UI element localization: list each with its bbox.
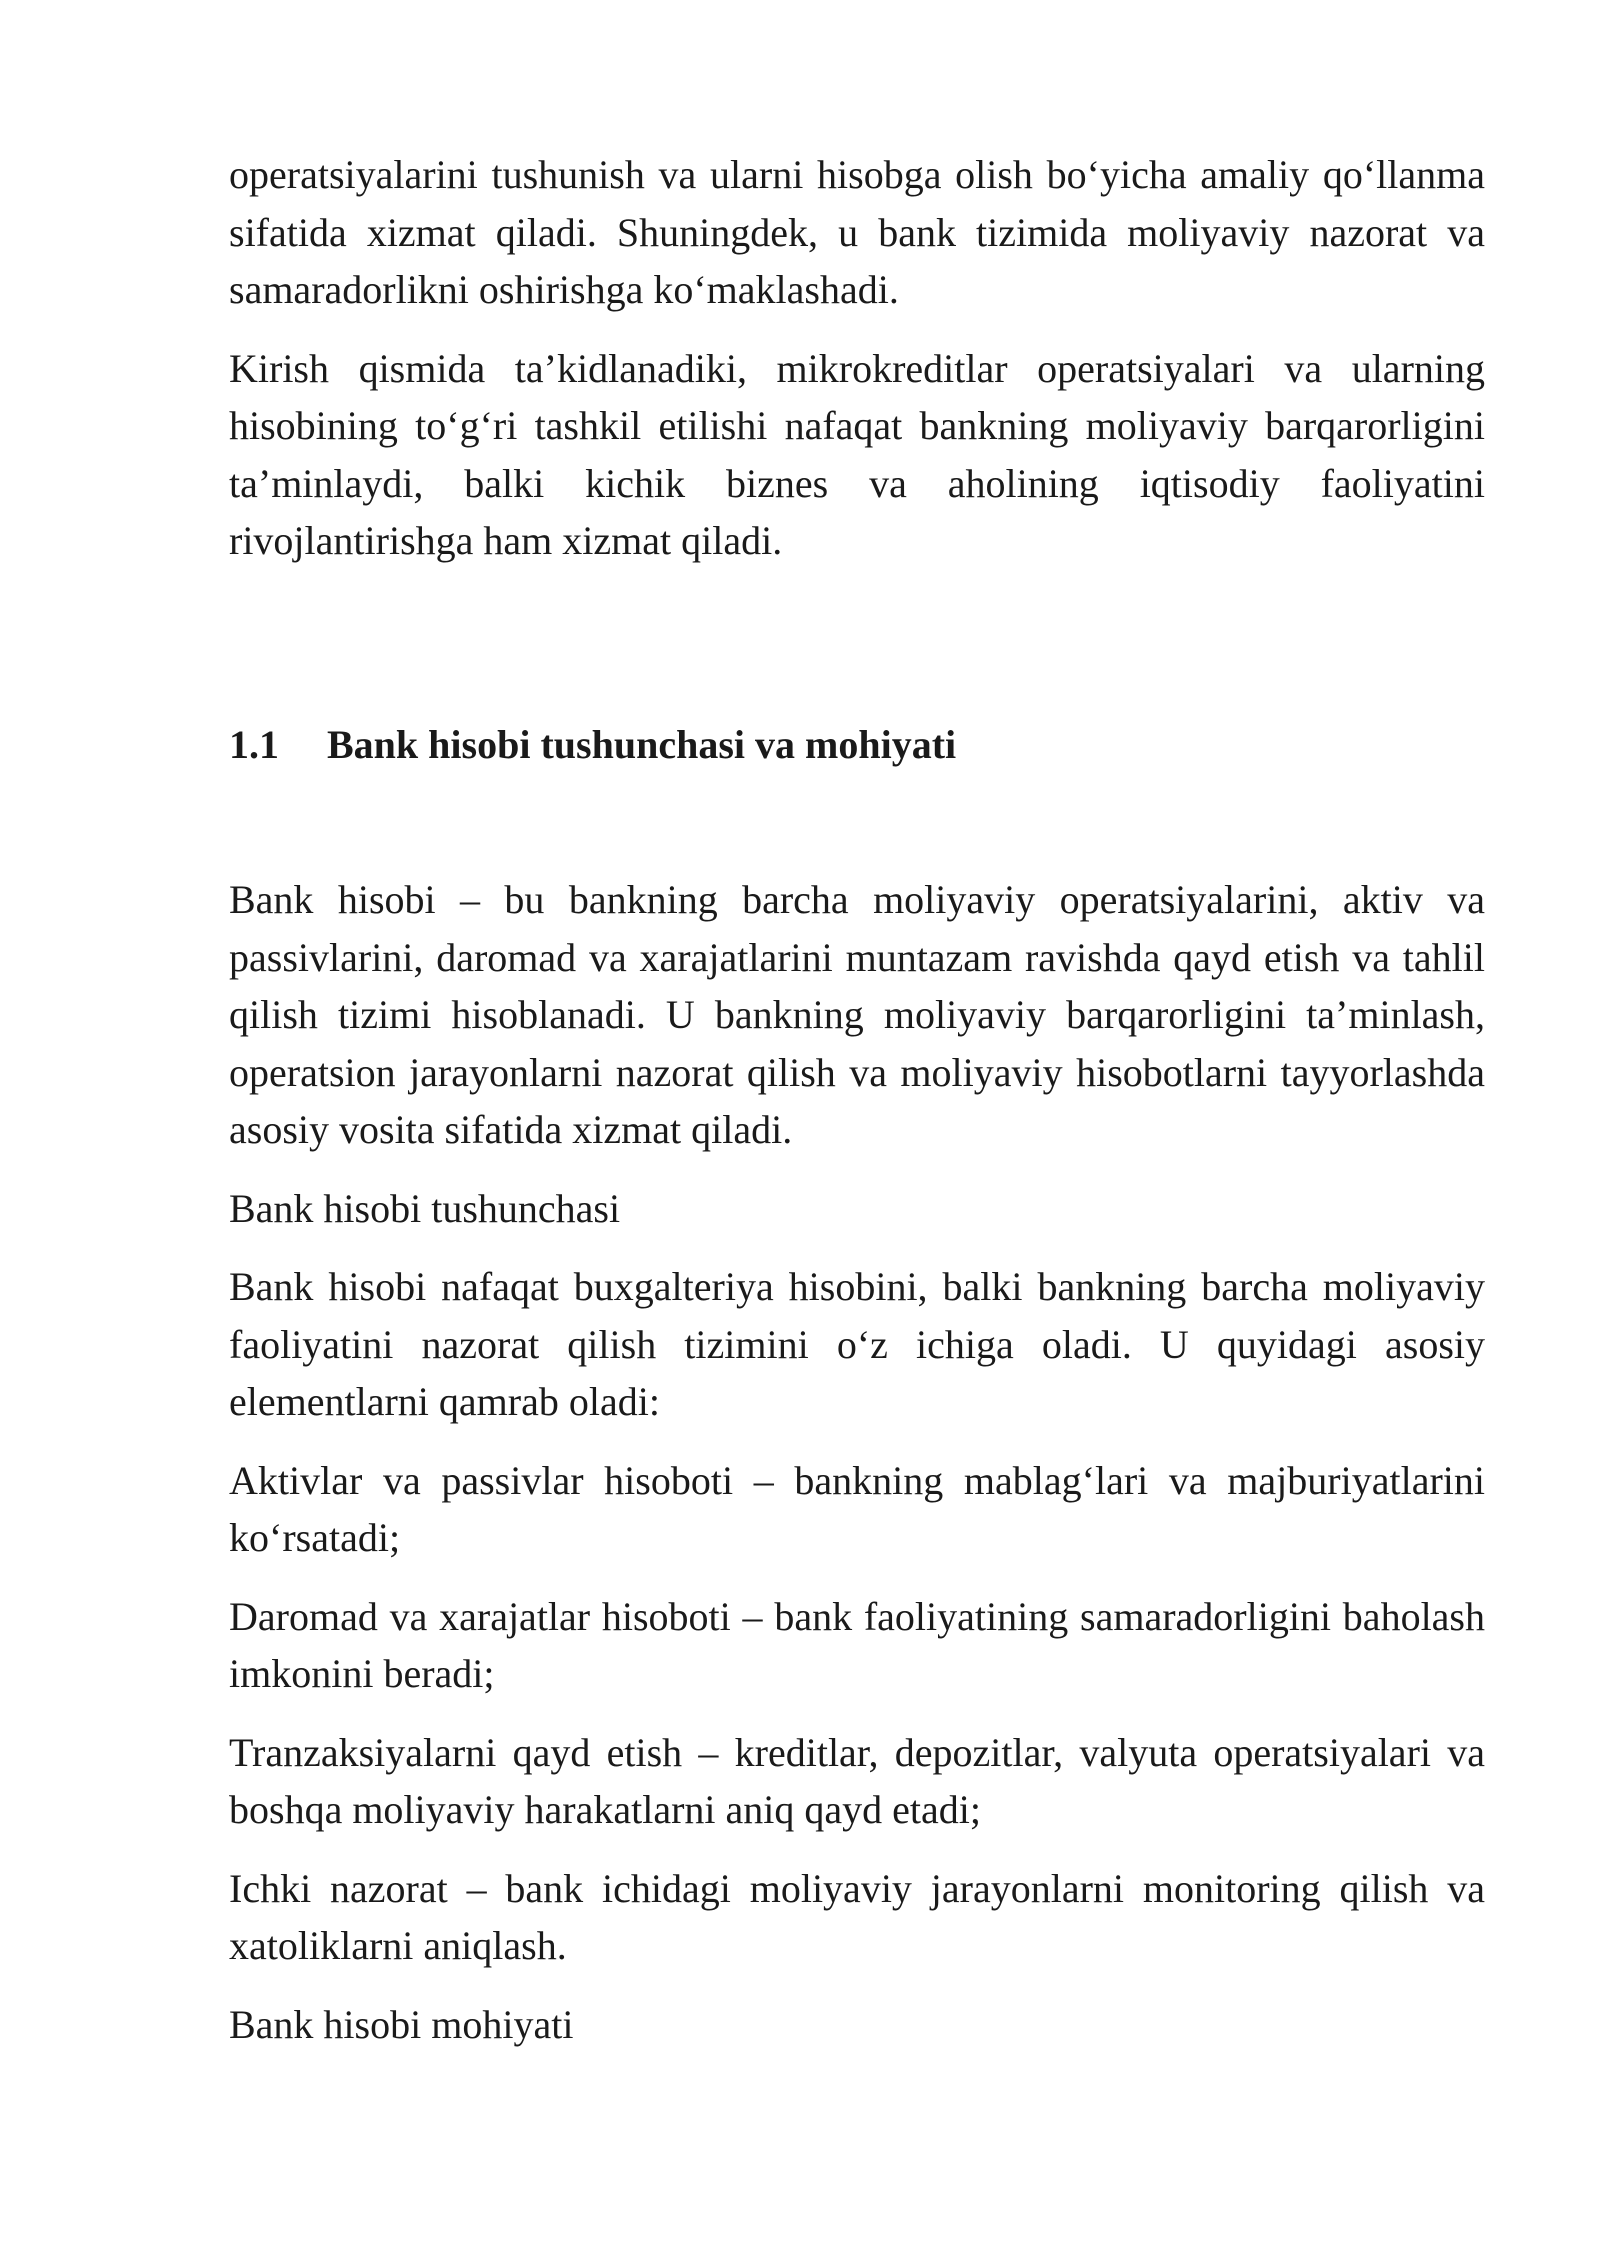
elements-intro-paragraph: Bank hisobi nafaqat buxgalteriya hisobini, balki bankning barcha moliyaviy faoliyatini nazorat qilish tizimini o‘z ichiga oladi. U quyidagi asosiy elementlarni qamrab oladi:	[229, 1264, 1485, 1424]
section-number: 1.1	[229, 721, 279, 767]
intro-paragraph-1: operatsiyalarini tushunish va ularni hisobga olish bo‘yicha amaliy qo‘llanma sifatida xizmat qiladi. Shuningdek, u bank tizimida moliyaviy nazorat va samaradorlikni oshirishga ko‘maklashadi.	[229, 152, 1485, 312]
definition-paragraph: Bank hisobi – bu bankning barcha moliyaviy operatsiyalarini, aktiv va passivlarini, daromad va xarajatlarini muntazam ravishda qayd etish va tahlil qilish tizimi hisoblanadi. U bankning moliyaviy barqarorligini ta’minlash, operatsion jarayonlarni nazorat qilish va moliyaviy hisobotlarni tayyorlashda asosiy vosita sifatida xizmat qiladi.	[229, 877, 1485, 1152]
section-gap-top	[229, 591, 1485, 716]
subheading-essence: Bank hisobi mohiyati	[229, 2001, 574, 2047]
list-item-internal-control: Ichki nazorat – bank ichidagi moliyaviy jarayonlarni monitoring qilish va xatoliklarni aniqlash.	[229, 1865, 1485, 1968]
list-item-assets-liabilities: Aktivlar va passivlar hisoboti – bankning mablag‘lari va majburiyatlarini ko‘rsatadi;	[229, 1457, 1485, 1560]
list-item-income-expenses: Daromad va xarajatlar hisoboti – bank faoliyatining samaradorligini baholash imkonini beradi;	[229, 1593, 1485, 1696]
subheading-concept: Bank hisobi tushunchasi	[229, 1185, 621, 1231]
section-heading	[229, 716, 1485, 774]
document-page	[229, 146, 1485, 2074]
intro-paragraph-2: Kirish qismida ta’kidlanadiki, mikrokreditlar operatsiyalari va ularning hisobining to‘g‘ri tashkil etilishi nafaqat bankning moliyaviy barqarorligini ta’minlaydi, balki kichik biznes va aholining iqtisodiy faoliyatini rivojlantirishga ham xizmat qiladi.	[229, 345, 1485, 563]
section-gap-bottom	[229, 773, 1485, 871]
section-title: Bank hisobi tushunchasi va mohiyati	[327, 721, 957, 767]
list-item-transactions: Tranzaksiyalarni qayd etish – kreditlar, depozitlar, valyuta operatsiyalari va boshqa moliyaviy harakatlarni aniq qayd etadi;	[229, 1729, 1485, 1832]
